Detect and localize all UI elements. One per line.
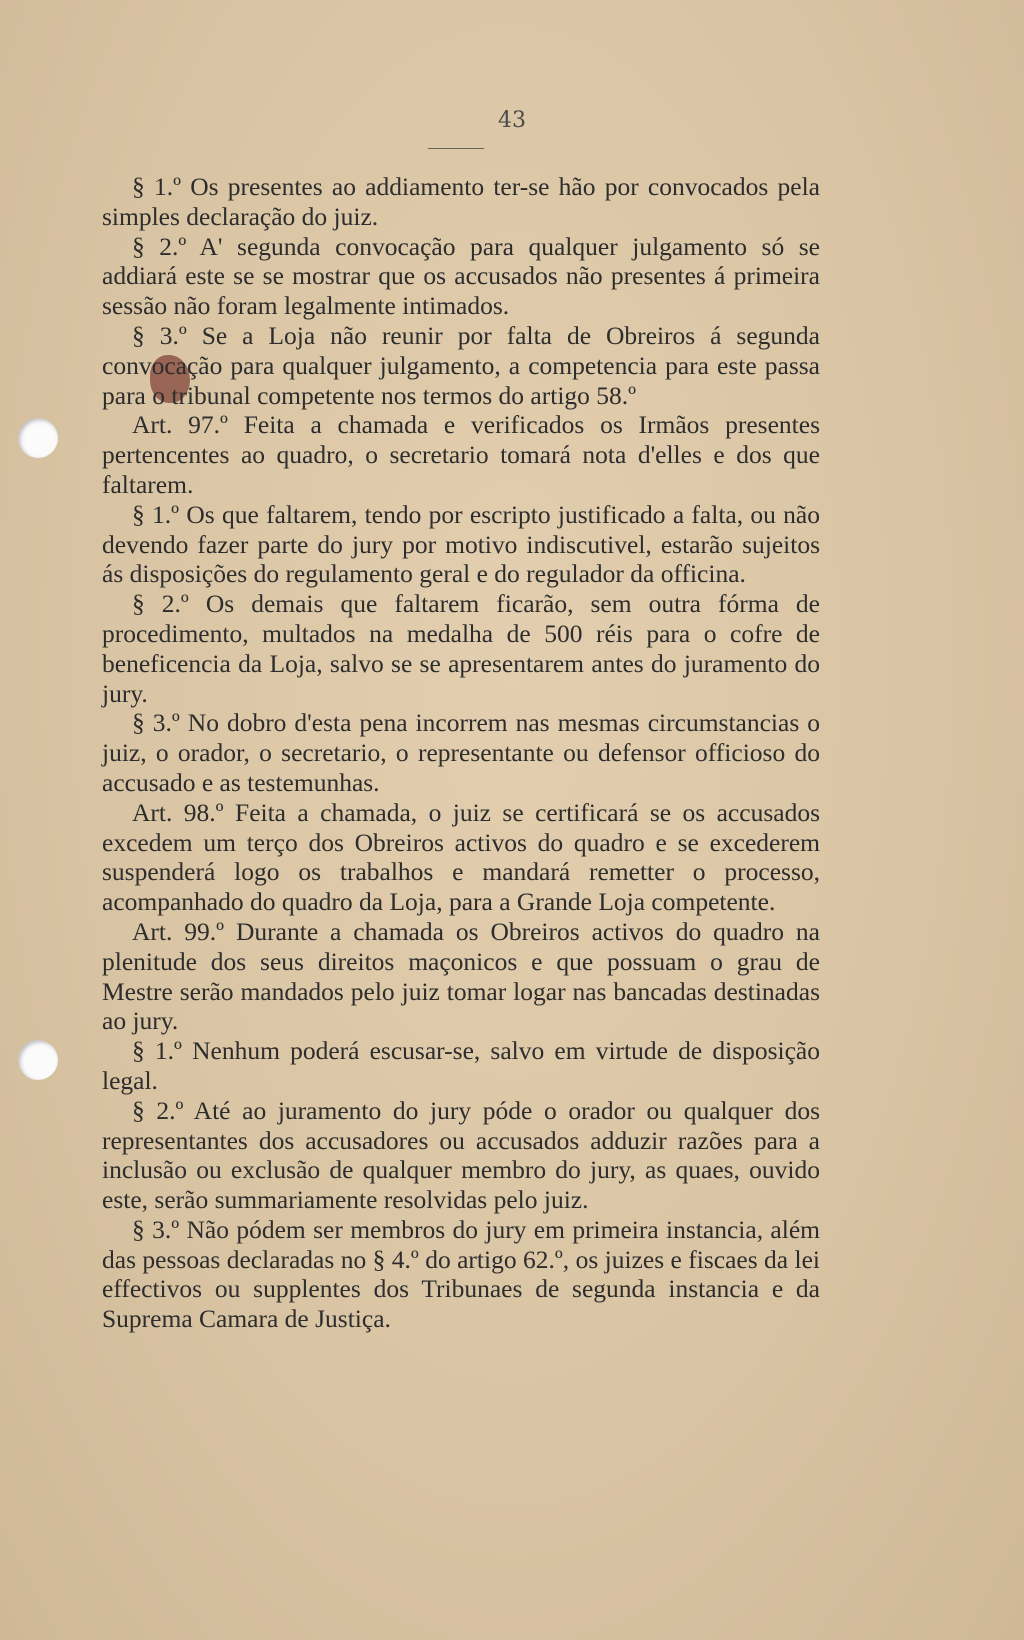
paragraph: § 3.º Não pódem ser membros do jury em primeira instancia, além das pessoas declaradas no § 4.º do artigo 62.º, os juizes e fiscaes da lei effectivos ou supplentes dos Tribunaes de segunda instancia e da Suprema Camara de Justiça. bbox=[102, 1214, 820, 1334]
paragraph: § 1.º Nenhum poderá escusar-se, salvo em virtude de disposição legal. bbox=[102, 1036, 820, 1095]
paragraph: Art. 99.º Durante a chamada os Obreiros activos do quadro na plenitude dos seus direitos maçonicos e que possuam o grau de Mestre serão mandados pelo juiz tomar logar nas bancadas destinadas ao jury. bbox=[102, 916, 820, 1036]
page-number: 43 bbox=[498, 108, 526, 133]
paragraph: § 1.º Os que faltarem, tendo por escripto justificado a falta, ou não devendo fazer parte do jury por motivo indiscutivel, estarão sujeitos ás disposições do regulamento geral e do regulador da officina. bbox=[102, 499, 820, 589]
paragraph: § 2.º Até ao juramento do jury póde o orador ou qualquer dos representantes dos accusadores ou accusados adduzir razões para a inclusão ou exclusão de qualquer membro do jury, as quaes, ouvido este, serão summariamente resolvidas pelo juiz. bbox=[102, 1095, 820, 1215]
paragraph: Art. 97.º Feita a chamada e verificados os Irmãos presentes pertencentes ao quadro, o secretario tomará nota d'elles e dos que faltarem. bbox=[102, 410, 820, 499]
punch-hole bbox=[18, 418, 58, 458]
punch-hole bbox=[18, 1040, 58, 1080]
paragraph: § 2.º Os demais que faltarem ficarão, sem outra fórma de procedimento, multados na medalha de 500 réis para o cofre de beneficencia da Loja, salvo se se apresentarem antes do juramento do jury. bbox=[102, 589, 820, 708]
paragraph: § 2.º A' segunda convocação para qualquer julgamento só se addiará este se se mostrar que os accusados não presentes á primeira sessão não foram legalmente intimados. bbox=[102, 231, 820, 321]
body-text bbox=[102, 172, 820, 1334]
page-number-rule bbox=[428, 148, 484, 149]
paragraph: § 1.º Os presentes ao addiamento ter-se hão por convocados pela simples declaração do juiz. bbox=[102, 172, 820, 231]
paragraph: § 3.º Se a Loja não reunir por falta de Obreiros á segunda convocação para qualquer julgamento, a competencia para este passa para o tribunal competente nos termos do artigo 58.º bbox=[102, 320, 820, 410]
paragraph: § 3.º No dobro d'esta pena incorrem nas mesmas circumstancias o juiz, o orador, o secretario, o representante ou defensor officioso do accusado e as testemunhas. bbox=[102, 708, 820, 797]
paragraph: Art. 98.º Feita a chamada, o juiz se certificará se os accusados excedem um terço dos Obreiros activos do quadro e se excederem suspenderá logo os trabalhos e mandará remetter o processo, acompanhado do quadro da Loja, para a Grande Loja competente. bbox=[102, 797, 820, 917]
